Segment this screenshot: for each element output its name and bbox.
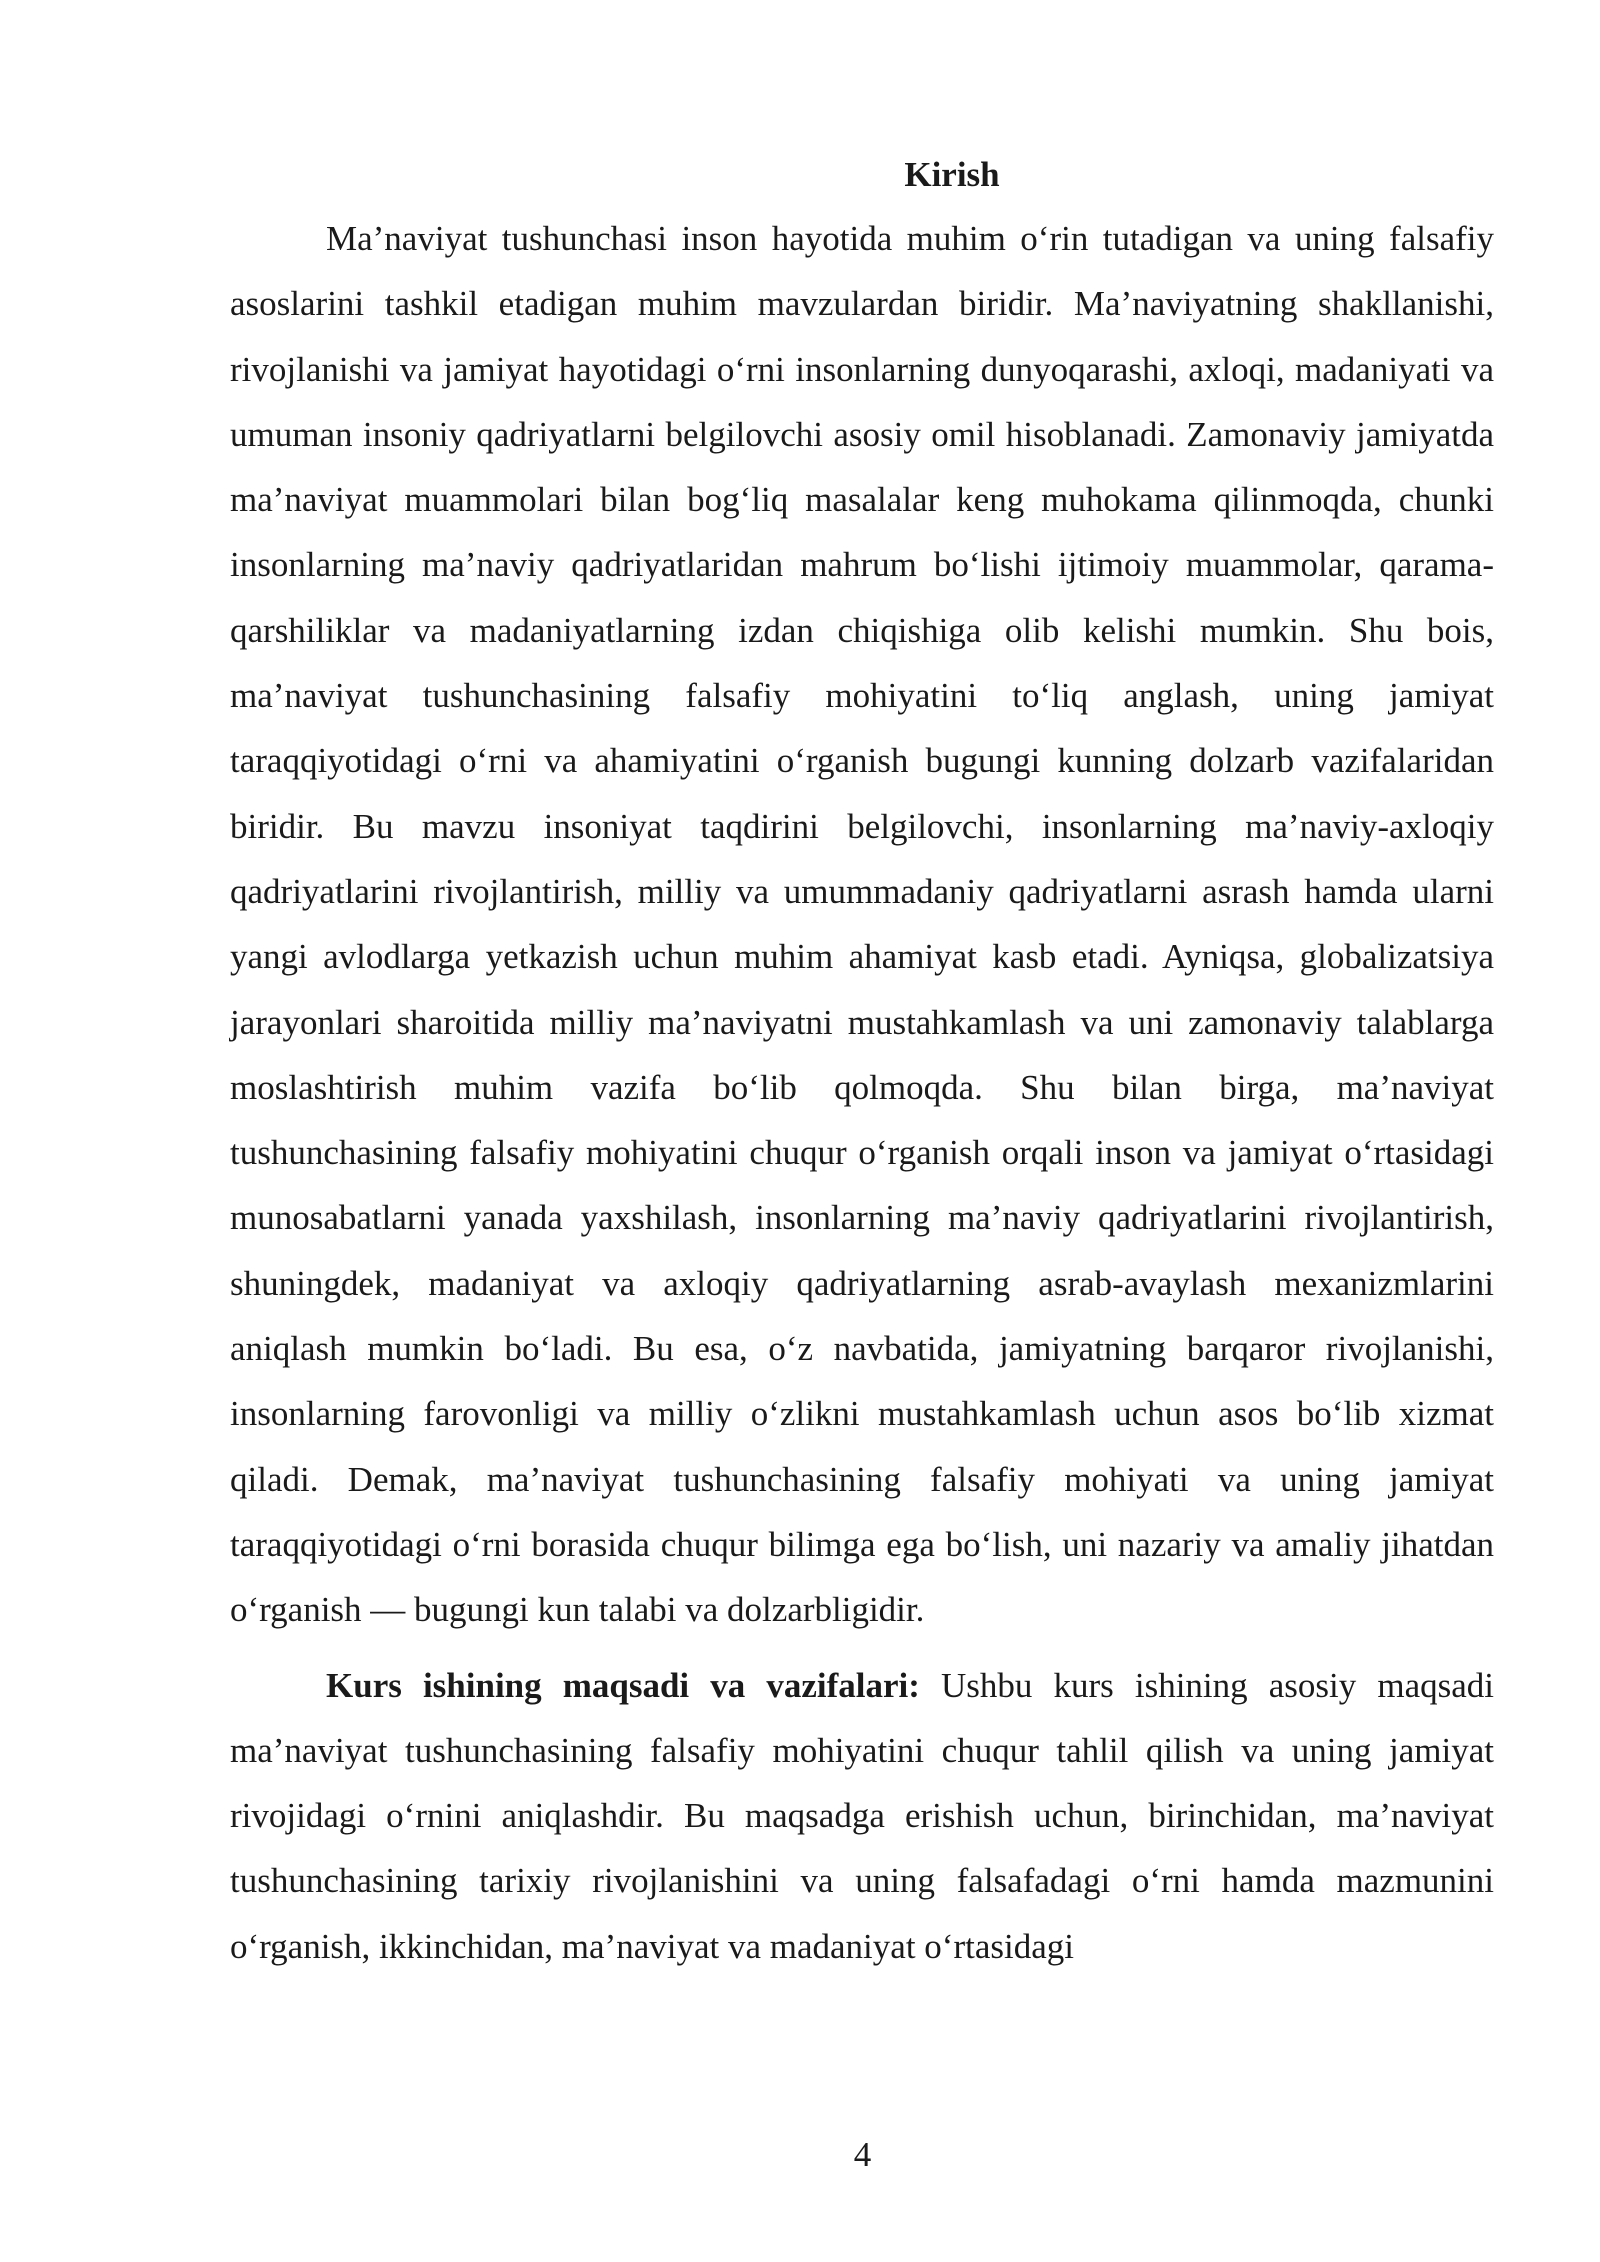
goals-lead: Kurs ishining maqsadi va vazifalari: xyxy=(326,1665,920,1705)
section-heading: Kirish xyxy=(904,155,1000,194)
goals-paragraph xyxy=(230,1653,1494,1979)
page-number: 4 xyxy=(853,2135,872,2174)
goals-text: Ushbu kurs ishining asosiy maqsadi ma’naviyat tushunchasining falsafiy mohiyatini chuqur tahlil qilish va uning jamiyat rivojidagi o‘rnini aniqlashdir. Bu maqsadga erishish uchun, birinchidan, ma’naviyat tushunchasining tarixiy rivojlanishini va uning falsafadagi o‘rni hamda mazmunini o‘rganish, ikkinchidan, ma’naviyat va madaniyat o‘rtasidagi xyxy=(230,1665,1494,1966)
intro-paragraph: Ma’naviyat tushunchasi inson hayotida muhim o‘rin tutadigan va uning falsafiy asoslarini tashkil etadigan muhim mavzulardan biridir. Ma’naviyatning shakllanishi, rivojlanishi va jamiyat hayotidagi o‘rni insonlarning dunyoqarashi, axloqi, madaniyati va umuman insoniy qadriyatlarni belgilovchi asosiy omil hisoblanadi. Zamonaviy jamiyatda ma’naviyat muammolari bilan bog‘liq masalalar keng muhokama qilinmoqda, chunki insonlarning ma’naviy qadriyatlaridan mahrum bo‘lishi ijtimoiy muammolar, qarama-qarshiliklar va madaniyatlarning izdan chiqishiga olib kelishi mumkin. Shu bois, ma’naviyat tushunchasining falsafiy mohiyatini to‘liq anglash, uning jamiyat taraqqiyotidagi o‘rni va ahamiyatini o‘rganish bugungi kunning dolzarb vazifalaridan biridir. Bu mavzu insoniyat taqdirini belgilovchi, insonlarning ma’naviy-axloqiy qadriyatlarini rivojlantirish, milliy va umummadaniy qadriyatlarni asrash hamda ularni yangi avlodlarga yetkazish uchun muhim ahamiyat kasb etadi. Ayniqsa, globalizatsiya jarayonlari sharoitida milliy ma’naviyatni mustahkamlash va uni zamonaviy talablarga moslashtirish muhim vazifa bo‘lib qolmoqda. Shu bilan birga, ma’naviyat tushunchasining falsafiy mohiyatini chuqur o‘rganish orqali inson va jamiyat o‘rtasidagi munosabatlarni yanada yaxshilash, insonlarning ma’naviy qadriyatlarini rivojlantirish, shuningdek, madaniyat va axloqiy qadriyatlarning asrab-avaylash mexanizmlarini aniqlash mumkin bo‘ladi. Bu esa, o‘z navbatida, jamiyatning barqaror rivojlanishi, insonlarning farovonligi va milliy o‘zlikni mustahkamlash uchun asos bo‘lib xizmat qiladi. Demak, ma’naviyat tushunchasining falsafiy mohiyati va uning jamiyat taraqqiyotidagi o‘rni borasida chuqur bilimga ega bo‘lish, uni nazariy va amaliy jihatdan o‘rganish — bugungi kun talabi va dolzarbligidir. xyxy=(230,219,1494,1630)
document-page xyxy=(230,150,1494,1979)
